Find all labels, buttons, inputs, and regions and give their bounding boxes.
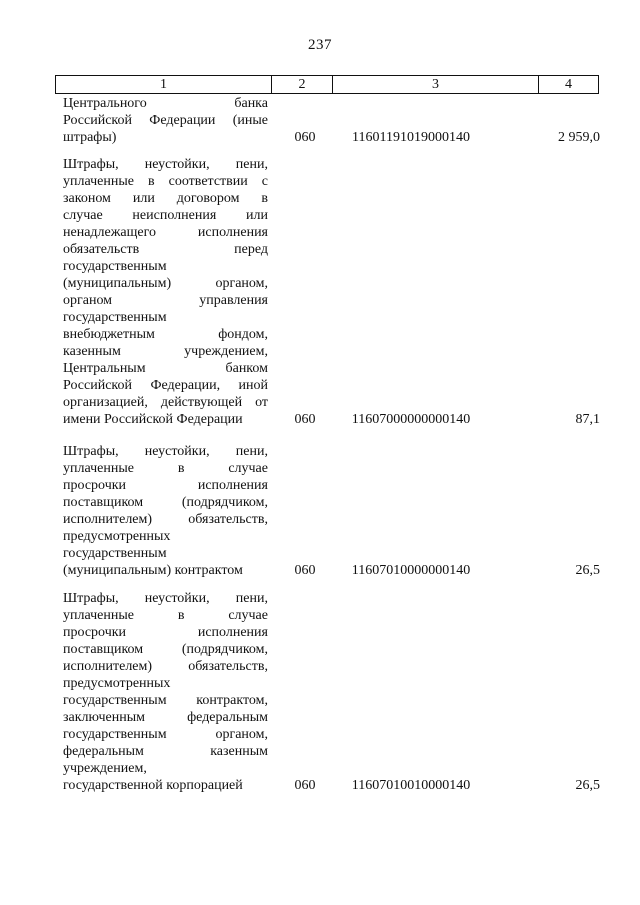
column-header-3: 3 [333,76,539,93]
description-line: обязательств перед [63,242,268,257]
description-line: казенным учреждением, [63,344,268,359]
column-header-1: 1 [56,76,272,93]
description-line: законом или договором в [63,191,268,206]
description-line: (муниципальным) органом, [63,276,268,291]
description-line: Центрального банка [63,96,268,111]
row-code: 060 [294,778,316,793]
description-line: Центральным банком [63,361,268,376]
description-line: Штрафы, неустойки, пени, [63,157,268,172]
page-number: 237 [308,37,332,53]
row-amount: 26,5 [575,778,600,793]
description-line: федеральным казенным [63,744,268,759]
row-description [63,443,268,579]
row-kbk-code: 11607010000000140 [351,563,471,578]
description-line: государственным органом, [63,727,268,742]
description-line: предусмотренных [63,529,171,544]
row-amount: 2 959,0 [558,130,600,145]
description-line: заключенным федеральным [63,710,268,725]
description-line: ненадлежащего исполнения [63,225,268,240]
description-line: поставщиком (подрядчиком, [63,495,268,510]
description-line: имени Российской Федерации [63,412,243,427]
row-description [63,590,268,794]
column-header-4: 4 [565,77,572,92]
row-code: 060 [294,563,316,578]
description-line: Штрафы, неустойки, пени, [63,444,268,459]
description-line: учреждением, [63,761,147,776]
row-kbk-code: 11601191019000140 [352,130,470,145]
row-description [63,156,268,428]
description-line: государственным [63,259,167,274]
description-line: штрафы) [63,130,117,145]
description-line: Российской Федерации (иные [63,113,268,128]
row-kbk-code: 11607000000000140 [351,412,471,427]
row-kbk-code: 11607010010000140 [351,778,471,793]
column-header-2: 2 [272,76,333,93]
row-amount: 26,5 [575,563,600,578]
description-line: поставщиком (подрядчиком, [63,642,268,657]
description-line: просрочки исполнения [63,625,268,640]
description-line: случае неисполнения или [63,208,268,223]
description-line: государственным контрактом, [63,693,268,708]
description-line: организацией, действующей от [63,395,268,410]
row-code: 060 [294,130,316,145]
description-line: государственным [63,310,167,325]
description-line: Российской Федерации, иной [63,378,268,393]
table-header [55,75,599,94]
description-line: уплаченные в случае [63,608,268,623]
description-line: органом управления [63,293,268,308]
description-line: уплаченные в случае [63,461,268,476]
description-line: внебюджетным фондом, [63,327,268,342]
description-line: государственным [63,546,167,561]
row-amount: 87,1 [575,412,600,427]
description-line: Штрафы, неустойки, пени, [63,591,268,606]
description-line: просрочки исполнения [63,478,268,493]
description-line: государственной корпорацией [63,778,243,793]
description-line: (муниципальным) контрактом [63,563,243,578]
description-line: исполнителем) обязательств, [63,512,268,527]
description-line: уплаченные в соответствии с [63,174,268,189]
description-line: предусмотренных [63,676,171,691]
row-code: 060 [294,412,316,427]
row-description [63,95,268,146]
description-line: исполнителем) обязательств, [63,659,268,674]
